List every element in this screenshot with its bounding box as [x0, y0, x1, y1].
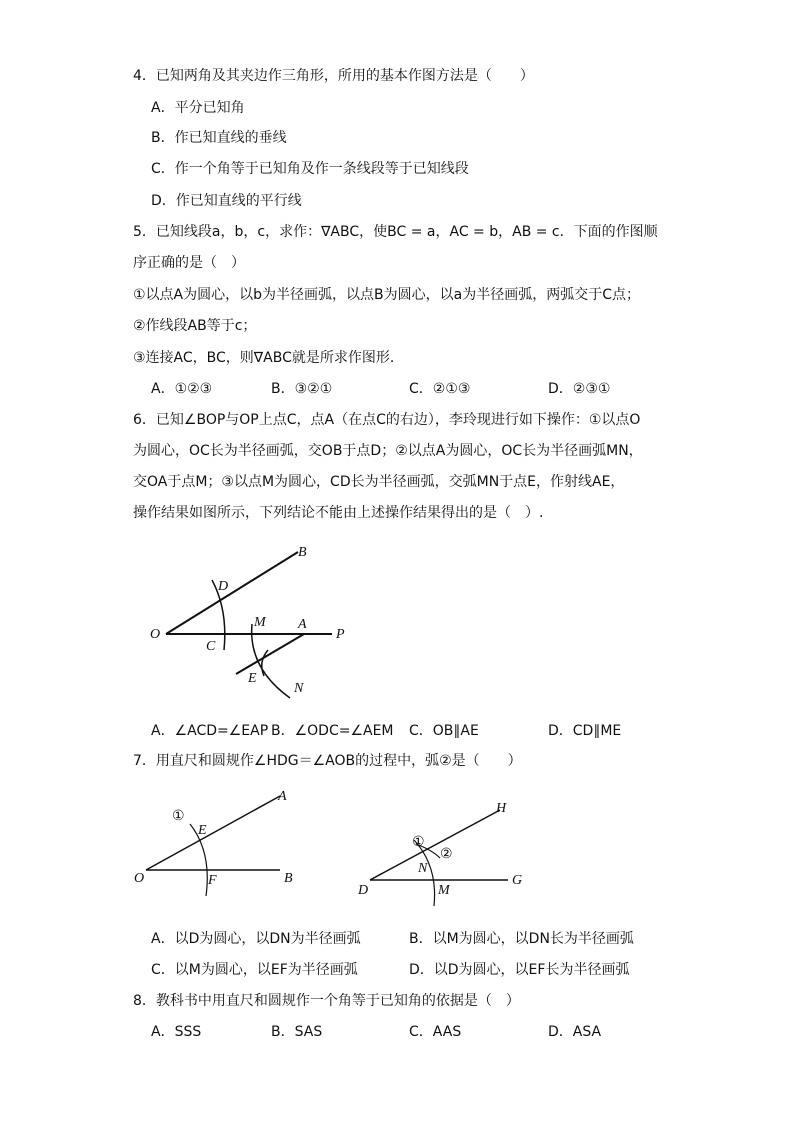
q7-option-d: D．以D为圆心，以EF长为半径画弧 [409, 962, 630, 978]
q6-option-c: C．OB∥AE [409, 723, 479, 739]
q5-option-a: A．①②③ [151, 381, 213, 397]
q7-option-c: C．以M为圆心，以EF为半径画弧 [151, 962, 358, 978]
q7-figure-2 [352, 792, 542, 912]
q6-option-a: A．∠ACD=∠EAP [151, 723, 269, 739]
q7-fig2-label-circled2: ② [440, 847, 453, 862]
q6-line4: 操作结果如图所示，下列结论不能由上述操作结果得出的是（ ）. [133, 505, 544, 521]
q7-fig2-label-m: M [438, 883, 450, 898]
q7-fig1-label-b: B [284, 871, 293, 886]
q4-stem: 4．已知两角及其夹边作三角形，所用的基本作图方法是（ ） [133, 68, 534, 84]
q6-label-p: P [336, 627, 345, 642]
q7-fig1-label-f: F [208, 873, 217, 888]
q6-label-e: E [248, 671, 257, 686]
q4-option-a: A．平分已知角 [151, 100, 245, 116]
q6-line2: 为圆心，OC长为半径画弧，交OB于点D；②以点A为圆心，OC长为半径画弧MN， [133, 443, 643, 459]
q7-option-b: B．以M为圆心，以DN长为半径画弧 [409, 931, 634, 947]
q7-fig1-label-e: E [198, 823, 207, 838]
q8-option-c: C．AAS [409, 1024, 462, 1040]
q6-label-n: N [294, 681, 304, 696]
q6-line1: 6．已知∠BOP与OP上点C，点A（在点C的右边），李玲现进行如下操作：①以点O [133, 412, 641, 428]
q6-line3: 交OA于点M；③以点M为圆心，CD长为半径画弧，交弧MN于点E，作射线AE， [133, 474, 625, 490]
q7-fig1-label-o: O [134, 871, 145, 886]
q6-label-b: B [298, 545, 307, 560]
q7-option-a: A．以D为圆心，以DN为半径画弧 [151, 931, 361, 947]
q6-option-b: B．∠ODC=∠AEM [271, 723, 394, 739]
q6-figure [140, 540, 400, 710]
q8-stem: 8．教科书中用直尺和圆规作一个角等于已知角的依据是（ ） [133, 993, 520, 1009]
q5-stem-line1: 5．已知线段a，b，c，求作：∇ABC，使BC = a，AC = b，AB = c．下面的作图顺 [133, 224, 658, 240]
q5-option-d: D．②③① [548, 381, 611, 397]
q5-step1: ①以点A为圆心，以b为半径画弧，以点B为圆心，以a为半径画弧，两弧交于C点； [133, 287, 640, 303]
q8-option-d: D．ASA [548, 1024, 602, 1040]
q7-fig2-label-g: G [512, 873, 523, 888]
q8-option-a: A．SSS [151, 1024, 202, 1040]
q8-option-b: B．SAS [271, 1024, 323, 1040]
q4-option-d: D．作已知直线的平行线 [151, 193, 302, 209]
q7-fig2-label-n: N [418, 861, 428, 876]
q7-fig1-label-a: A [278, 789, 287, 804]
q7-stem: 7．用直尺和圆规作∠HDG＝∠AOB的过程中，弧②是（ ） [133, 753, 522, 769]
q5-stem-line2: 序正确的是（ ） [133, 255, 245, 271]
q5-step3: ③连接AC，BC，则∇ABC就是所求作图形． [133, 350, 404, 366]
q7-fig2-label-h: H [496, 801, 507, 816]
q6-label-a: A [298, 617, 307, 632]
q7-fig2-label-d: D [358, 883, 369, 898]
q4-option-b: B．作已知直线的垂线 [151, 130, 287, 146]
q5-step2: ②作线段AB等于c； [133, 318, 257, 334]
q5-option-b: B．③②① [271, 381, 333, 397]
q6-label-o: O [150, 627, 161, 642]
q6-label-d: D [218, 579, 229, 594]
q7-fig2-label-circled1: ① [412, 835, 425, 850]
q7-figure-1 [130, 780, 310, 900]
q6-option-d: D．CD∥ME [548, 723, 622, 739]
q6-label-m: M [254, 615, 266, 630]
q5-option-c: C．②①③ [409, 381, 471, 397]
q7-fig1-label-circled1: ① [172, 809, 185, 824]
q4-option-c: C．作一个角等于已知角及作一条线段等于已知线段 [151, 161, 469, 177]
q6-label-c: C [206, 639, 216, 654]
